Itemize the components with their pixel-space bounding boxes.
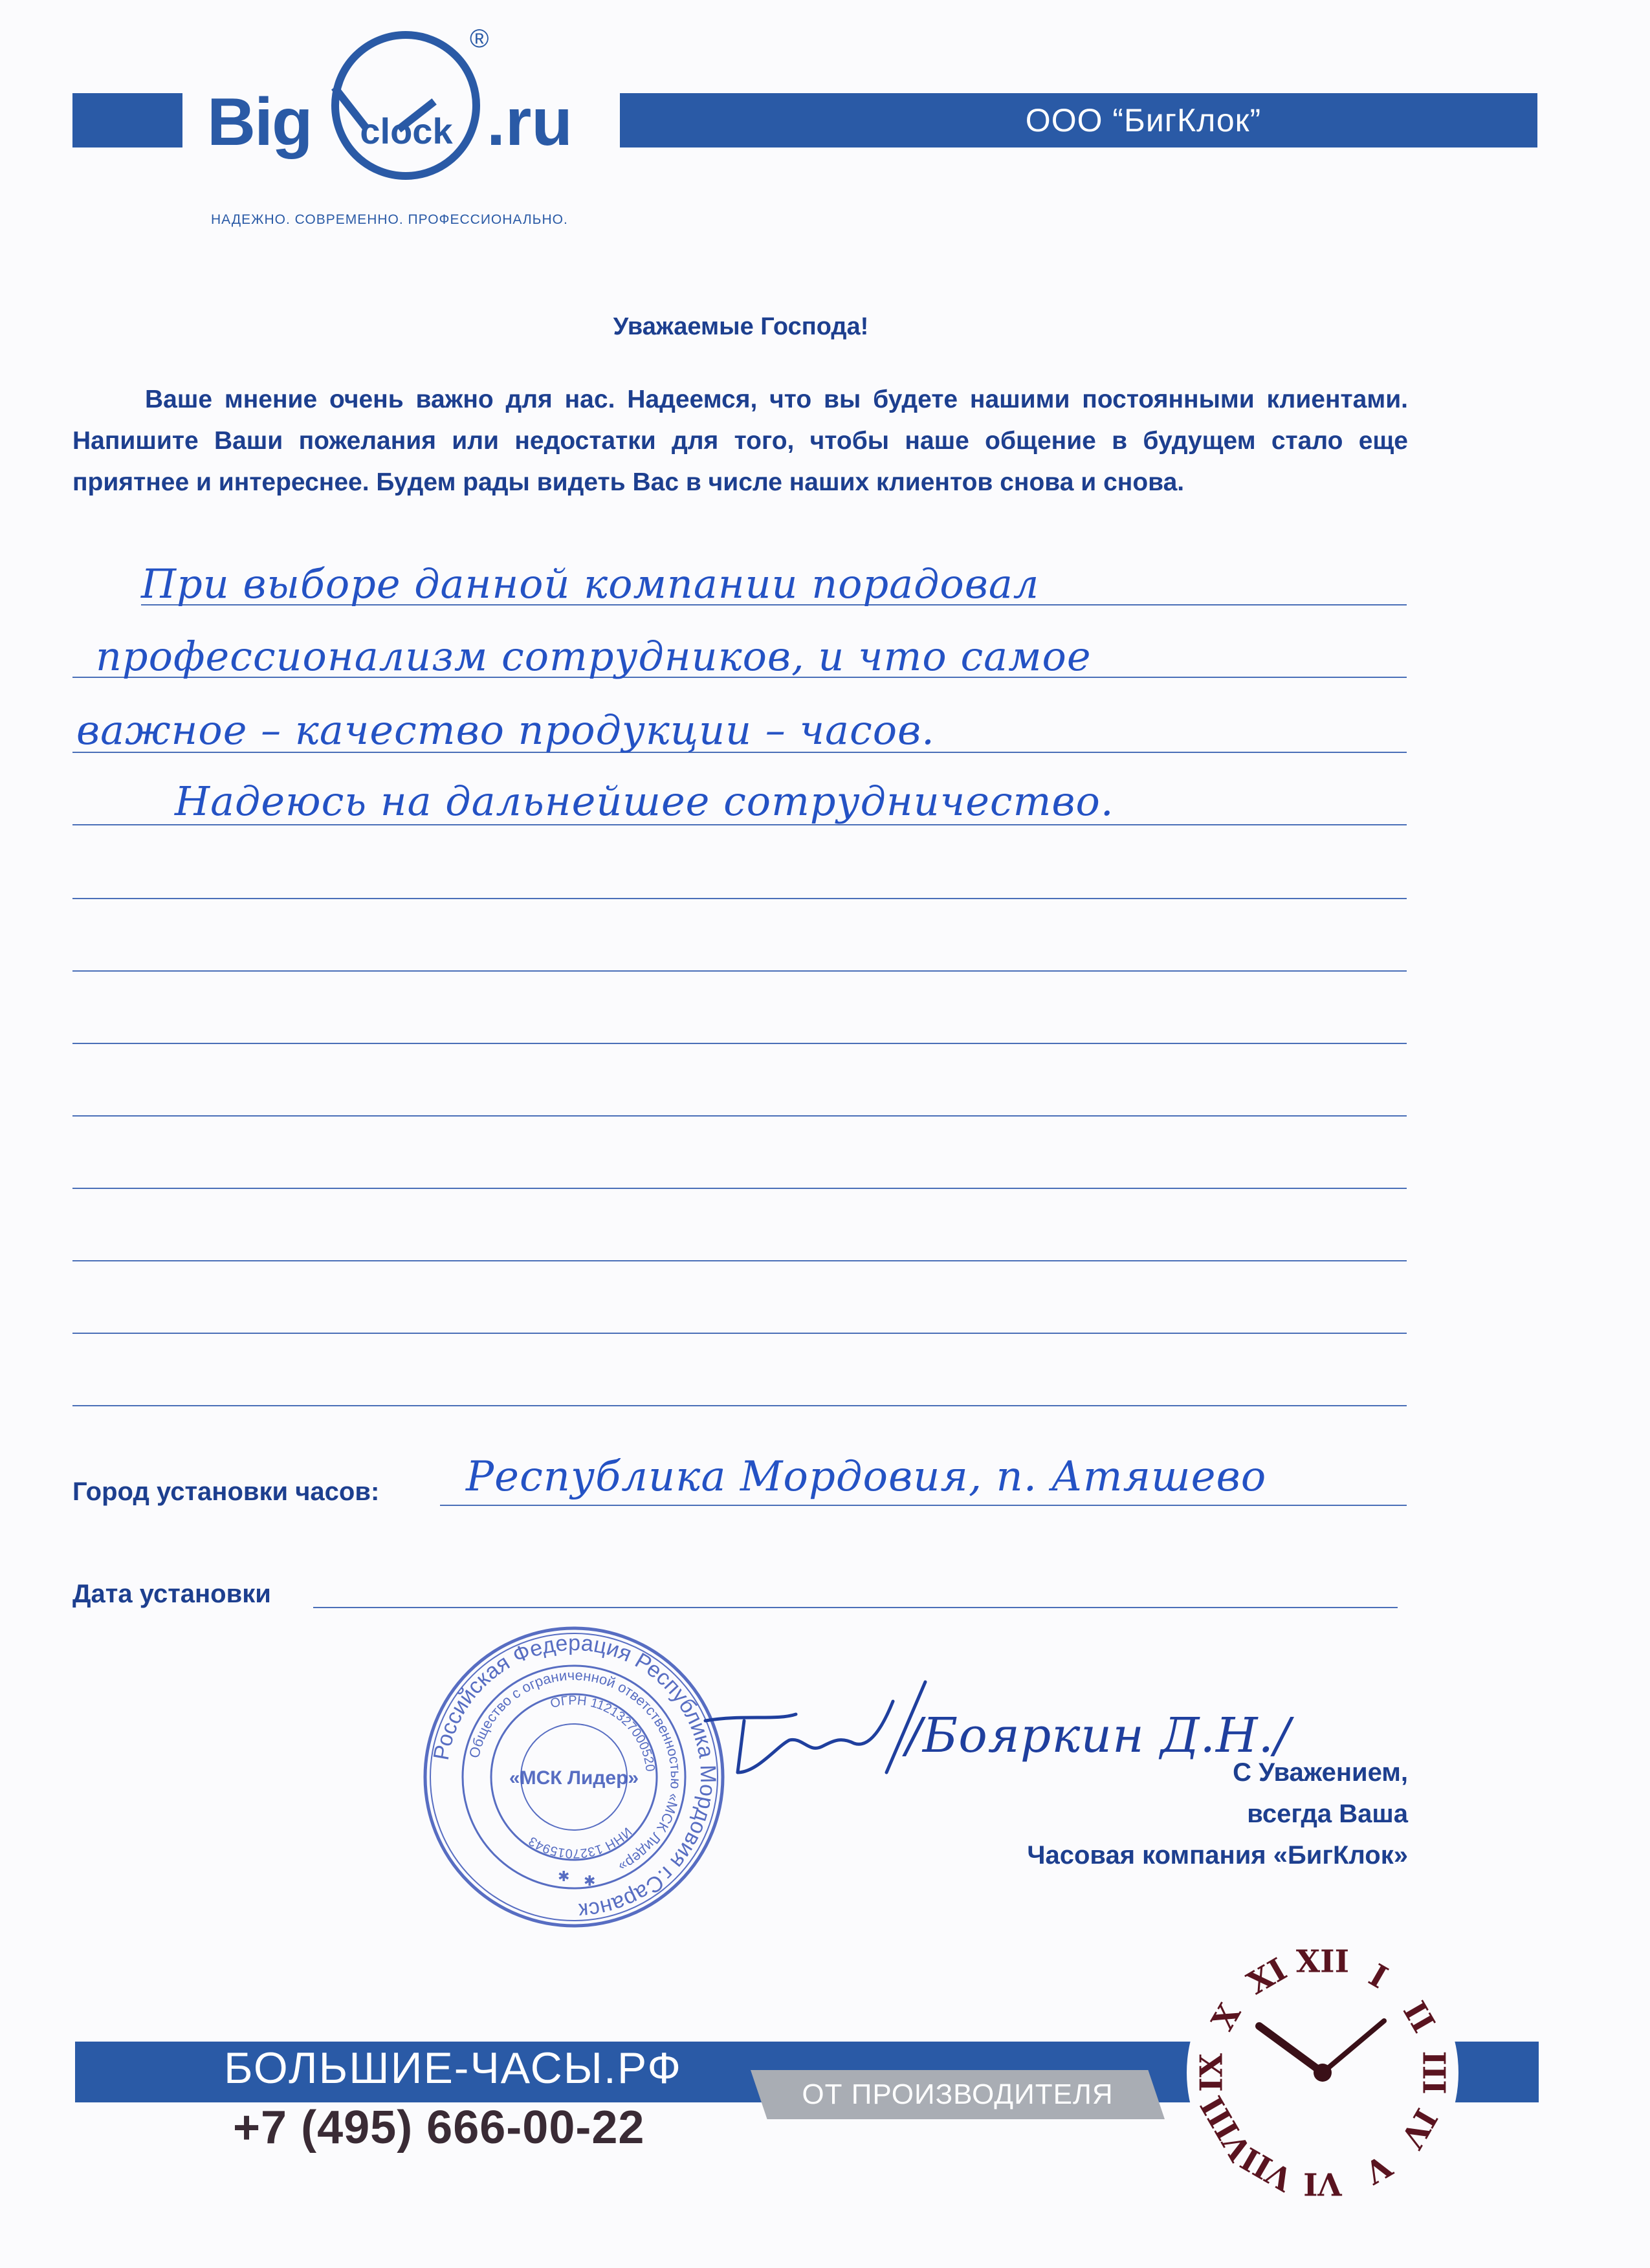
roman-clock-icon: [1187, 1937, 1458, 2208]
stamp-outer-text: Российская Федерация Республика Мордовия г.Саранск: [428, 1630, 721, 1923]
company-name: ООО “БигКлок”: [1025, 102, 1262, 138]
stamp-middle-text: Общество с ограниченной ответственностью «МСК Лидер»: [466, 1666, 685, 1875]
ruled-line: [72, 1405, 1407, 1406]
clock-numeral: I: [1363, 1957, 1394, 1996]
clock-numeral: X: [1204, 1998, 1249, 2037]
logo-registered-mark: ®: [470, 25, 489, 53]
clock-numeral: VIII: [1194, 2089, 1259, 2167]
closing-line-2: всегда Ваша: [1247, 1800, 1408, 1828]
clock-hour-hand: [1259, 2026, 1323, 2073]
footer-tag: ОТ ПРОИЗВОДИТЕЛЯ: [802, 2078, 1114, 2110]
ruled-line: [72, 1333, 1407, 1334]
signature-scribble-icon: [699, 1675, 932, 1792]
ruled-line: [72, 1115, 1407, 1117]
clock-numeral: XI: [1241, 1951, 1293, 2002]
city-field-line: [440, 1505, 1407, 1506]
ruled-line: [72, 898, 1407, 899]
stamp-star-icon: ✱: [584, 1873, 596, 1889]
city-label: Город установки часов:: [72, 1477, 380, 1506]
logo-big-text: Big: [207, 85, 312, 160]
handwritten-line-2: профессионализм сотрудников, и что самое: [96, 633, 1092, 680]
tagline: НАДЕЖНО. СОВРЕМЕННО. ПРОФЕССИОНАЛЬНО.: [211, 212, 568, 227]
greeting: Уважаемые Господа!: [613, 313, 869, 340]
footer-phone: +7 (495) 666-00-22: [233, 2102, 645, 2154]
date-label: Дата установки: [72, 1580, 271, 1608]
handwritten-line-3: важное – качество продукции – часов.: [76, 706, 935, 754]
ruled-line: [72, 1043, 1407, 1044]
intro-paragraph: Ваше мнение очень важно для нас. Надеемся, что вы будете нашими постоянными клиентами. Напишите Ваши пожелания или недостатки для того, чтобы наше общение в будущем стало еще приятнее и интереснее. Будем рады видеть Вас в числе наших клиентов снова и снова.: [72, 386, 1408, 496]
company-stamp: [421, 1624, 727, 1930]
stamp-star-icon: ✱: [558, 1868, 570, 1884]
clock-numeral: XII: [1295, 1943, 1350, 1980]
clock-minute-hand: [1323, 2021, 1384, 2073]
ruled-line: [72, 1188, 1407, 1189]
handwritten-line-4: Надеюсь на дальнейшее сотрудничество.: [175, 778, 1114, 825]
clock-numeral: IX: [1193, 2053, 1230, 2092]
closing-line-3: Часовая компания «БигКлок»: [1027, 1841, 1408, 1870]
footer-site: БОЛЬШИЕ-ЧАСЫ.РФ: [224, 2044, 683, 2093]
clock-numeral: IV: [1393, 2102, 1444, 2154]
closing-line-1: С Уважением,: [1233, 1758, 1408, 1787]
clock-numeral: II: [1396, 1995, 1442, 2039]
clock-numeral: V: [1358, 2146, 1398, 2191]
clock-numeral: VI: [1303, 2165, 1342, 2202]
logo-clock-text: clock: [360, 111, 453, 151]
clock-numeral: VII: [1235, 2139, 1299, 2198]
header-bar-left: [72, 93, 182, 147]
ruled-line: [72, 1260, 1407, 1261]
clock-numeral: III: [1415, 2051, 1452, 2095]
logo-ru-text: .ru: [487, 85, 573, 160]
stamp-ogrn: ОГРН 1121327000520: [549, 1693, 657, 1772]
city-value: Республика Мордовия, п. Атяшево: [466, 1453, 1267, 1501]
ruled-line: [72, 970, 1407, 972]
stamp-center-text: «МСК Лидер»: [509, 1767, 639, 1789]
date-field-line: [313, 1607, 1398, 1608]
signature-name: /Бояркин Д.Н./: [906, 1708, 1292, 1763]
clock-center-pin: [1314, 2064, 1332, 2082]
stamp-inn: ИНН 1327015943: [526, 1824, 635, 1861]
handwritten-line-1: При выборе данной компании порадовал: [141, 560, 1040, 607]
